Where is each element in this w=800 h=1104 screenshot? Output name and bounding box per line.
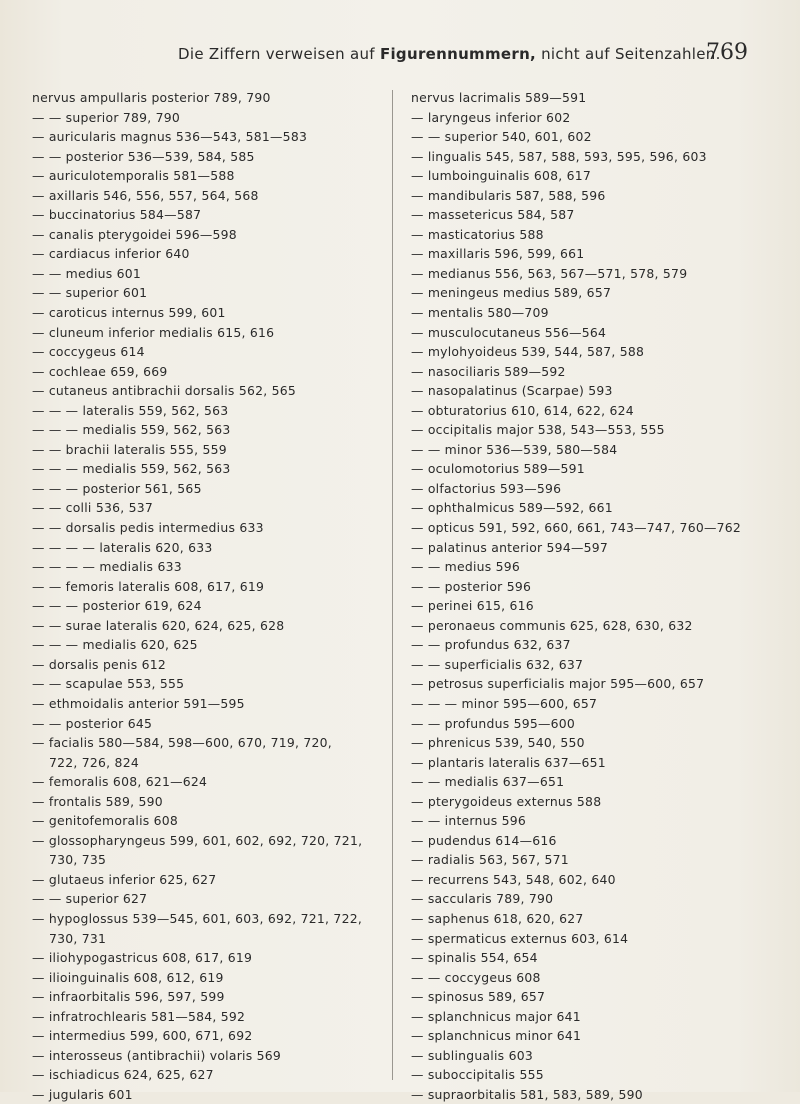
index-entry: — — dorsalis pedis intermedius 633	[32, 520, 264, 536]
column-divider	[392, 90, 393, 1080]
index-entry: — perinei 615, 616	[411, 598, 534, 614]
index-entry: — infraorbitalis 596, 597, 599	[32, 989, 225, 1005]
index-entry: — peronaeus communis 625, 628, 630, 632	[411, 617, 693, 633]
index-entry: — iliohypogastricus 608, 617, 619	[32, 950, 253, 966]
index-entry: — — superficialis 632, 637	[411, 656, 584, 672]
running-header	[0, 40, 800, 80]
index-entry: — axillaris 546, 556, 557, 564, 568	[32, 187, 259, 203]
index-entry: — petrosus superficialis major 595—600, 657	[411, 676, 705, 692]
index-entry: — — femoris lateralis 608, 617, 619	[32, 578, 265, 594]
index-entry: — massetericus 584, 587	[411, 207, 575, 223]
index-entry: — frontalis 589, 590	[32, 793, 163, 809]
index-entry: — buccinatorius 584—587	[32, 207, 202, 223]
index-entry: — cluneum inferior medialis 615, 616	[32, 324, 275, 340]
index-entry: nervus ampullaris posterior 789, 790	[32, 90, 271, 105]
index-entry: — cardiacus inferior 640	[32, 246, 190, 262]
index-entry: — cochleae 659, 669	[32, 363, 168, 379]
index-entry: nervus lacrimalis 589—591	[411, 90, 587, 105]
index-entry: — lingualis 545, 587, 588, 593, 595, 596, 603	[411, 148, 707, 164]
index-entry: — lumboinguinalis 608, 617	[411, 168, 591, 184]
index-entry: — — medialis 637—651	[411, 774, 565, 790]
index-entry: — — profundus 632, 637	[411, 637, 571, 653]
index-entry: — musculocutaneus 556—564	[411, 324, 607, 340]
index-entry: — laryngeus inferior 602	[411, 109, 571, 125]
index-entry: — — — medialis 620, 625	[32, 637, 198, 653]
index-entry: — meningeus medius 589, 657	[411, 285, 612, 301]
index-entry: — suboccipitalis 555	[411, 1067, 544, 1083]
index-entry: — mentalis 580—709	[411, 305, 549, 321]
index-entry: — ophthalmicus 589—592, 661	[411, 500, 613, 516]
index-entry: — plantaris lateralis 637—651	[411, 754, 606, 770]
index-entry: — glutaeus inferior 625, 627	[32, 871, 217, 887]
header-text-bold: Figurennummern,	[379, 45, 537, 63]
index-entry: — supraorbitalis 581, 583, 589, 590	[411, 1086, 643, 1102]
index-entry: — saccularis 789, 790	[411, 891, 554, 907]
index-entry: — intermedius 599, 600, 671, 692	[32, 1028, 253, 1044]
index-entry: — — superior 601	[32, 285, 148, 301]
index-entry: — pudendus 614—616	[411, 832, 557, 848]
index-entry: — genitofemoralis 608	[32, 813, 179, 829]
index-entry: — olfactorius 593—596	[411, 480, 562, 496]
index-entry: — — minor 536—539, 580—584	[411, 441, 618, 457]
index-entry: — — posterior 596	[411, 578, 532, 594]
index-entry: — glossopharyngeus 599, 601, 602, 692, 720, 721,	[32, 832, 363, 848]
index-entry: — dorsalis penis 612	[32, 656, 167, 672]
index-entry: — — superior 627	[32, 891, 148, 907]
index-entry: — — profundus 595—600	[411, 715, 576, 731]
index-entry: — — — minor 595—600, 657	[411, 695, 598, 711]
index-entry: — palatinus anterior 594—597	[411, 539, 608, 555]
header-text-start: Die Ziffern verweisen auf	[178, 45, 380, 63]
index-entry: — — coccygeus 608	[411, 969, 541, 985]
index-entry: — infratrochlearis 581—584, 592	[32, 1008, 246, 1024]
index-entry: — nasociliaris 589—592	[411, 363, 566, 379]
index-entry: — interosseus (antibrachii) volaris 569	[32, 1047, 282, 1063]
index-column-right	[411, 88, 781, 1104]
index-entry: — splanchnicus minor 641	[411, 1028, 582, 1044]
index-entry: — — — — medialis 633	[32, 559, 182, 575]
index-entry-continuation: 730, 735	[49, 852, 107, 868]
index-entry: — ethmoidalis anterior 591—595	[32, 695, 245, 711]
index-entry: — — — posterior 619, 624	[32, 598, 202, 614]
index-entry: — maxillaris 596, 599, 661	[411, 246, 585, 262]
index-entry-continuation: 730, 731	[49, 930, 107, 946]
index-entry: — jugularis 601	[32, 1086, 133, 1102]
index-entry: — — posterior 645	[32, 715, 153, 731]
index-entry: — phrenicus 539, 540, 550	[411, 735, 585, 751]
index-entry: — opticus 591, 592, 660, 661, 743—747, 760—762	[411, 520, 742, 536]
index-entry: — ischiadicus 624, 625, 627	[32, 1067, 214, 1083]
index-entry: — — surae lateralis 620, 624, 625, 628	[32, 617, 285, 633]
index-entry: — oculomotorius 589—591	[411, 461, 585, 477]
header-note	[178, 45, 721, 63]
index-entry: — spermaticus externus 603, 614	[411, 930, 629, 946]
index-entry: — cutaneus antibrachii dorsalis 562, 565	[32, 383, 297, 399]
index-entry: — femoralis 608, 621—624	[32, 774, 208, 790]
index-entry: — obturatorius 610, 614, 622, 624	[411, 402, 634, 418]
index-entry: — — colli 536, 537	[32, 500, 153, 516]
index-entry: — — scapulae 553, 555	[32, 676, 185, 692]
index-entry: — mylohyoideus 539, 544, 587, 588	[411, 344, 645, 360]
index-entry: — — superior 540, 601, 602	[411, 129, 592, 145]
index-entry: — — — medialis 559, 562, 563	[32, 422, 231, 438]
index-entry: — auriculotemporalis 581—588	[32, 168, 235, 184]
index-entry: — — — lateralis 559, 562, 563	[32, 402, 229, 418]
index-entry: — nasopalatinus (Scarpae) 593	[411, 383, 613, 399]
index-entry: — caroticus internus 599, 601	[32, 305, 226, 321]
index-column-left	[32, 88, 382, 1104]
index-entry: — masticatorius 588	[411, 226, 544, 242]
header-text-end: nicht auf Seitenzahlen.	[536, 45, 721, 63]
index-entry: — — internus 596	[411, 813, 527, 829]
index-entry: — saphenus 618, 620, 627	[411, 910, 584, 926]
index-entry: — spinosus 589, 657	[411, 989, 546, 1005]
index-entry: — radialis 563, 567, 571	[411, 852, 569, 868]
index-entry: — — medius 601	[32, 265, 142, 281]
index-entry: — pterygoideus externus 588	[411, 793, 602, 809]
index-entry: — hypoglossus 539—545, 601, 603, 692, 721, 722,	[32, 910, 363, 926]
index-entry: — auricularis magnus 536—543, 581—583	[32, 129, 308, 145]
index-entry: — — — posterior 561, 565	[32, 480, 202, 496]
index-entry: — mandibularis 587, 588, 596	[411, 187, 606, 203]
index-entry: — spinalis 554, 654	[411, 950, 538, 966]
index-entry-continuation: 722, 726, 824	[49, 754, 139, 770]
index-entry: — coccygeus 614	[32, 344, 145, 360]
index-entry: — — superior 789, 790	[32, 109, 181, 125]
index-entry: — — posterior 536—539, 584, 585	[32, 148, 255, 164]
index-entry: — occipitalis major 538, 543—553, 555	[411, 422, 665, 438]
page-number: 769	[706, 40, 748, 65]
index-entry: — facialis 580—584, 598—600, 670, 719, 720,	[32, 735, 332, 751]
index-entry: — recurrens 543, 548, 602, 640	[411, 871, 616, 887]
index-entry: — medianus 556, 563, 567—571, 578, 579	[411, 265, 688, 281]
index-entry: — — — — lateralis 620, 633	[32, 539, 213, 555]
index-entry: — splanchnicus major 641	[411, 1008, 581, 1024]
index-entry: — sublingualis 603	[411, 1047, 533, 1063]
index-entry: — canalis pterygoidei 596—598	[32, 226, 237, 242]
index-entry: — — brachii lateralis 555, 559	[32, 441, 227, 457]
index-entry: — ilioinguinalis 608, 612, 619	[32, 969, 224, 985]
index-entry: — — — medialis 559, 562, 563	[32, 461, 231, 477]
index-entry: — — medius 596	[411, 559, 521, 575]
